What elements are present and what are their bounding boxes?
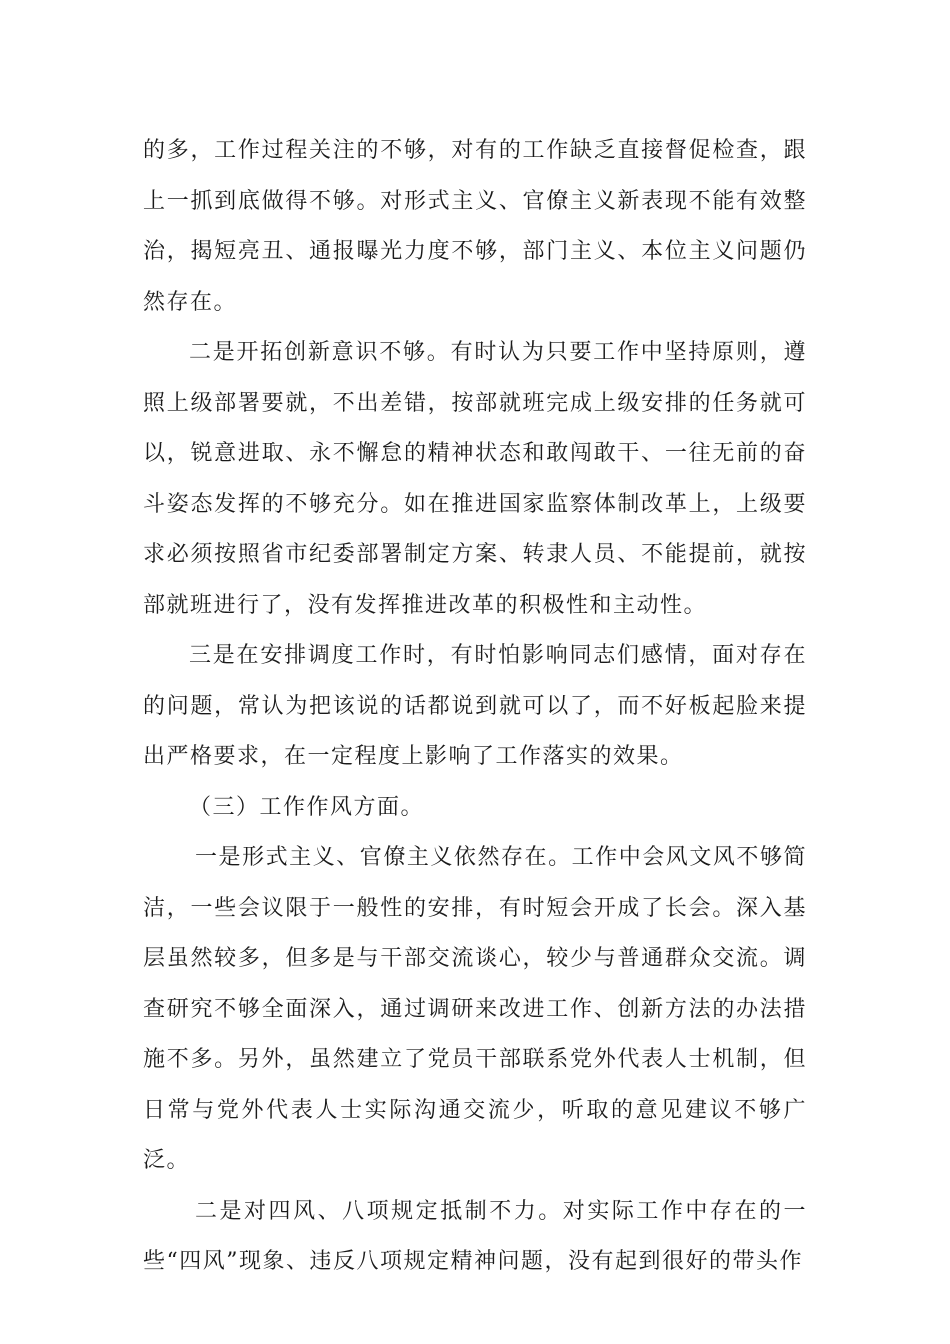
paragraph-scheduling: 三是在安排调度工作时，有时怕影响同志们感情，面对存在的问题，常认为把该说的话都说到就可以了，而不好板起脸来提出严格要求，在一定程度上影响了工作落实的效果。 <box>143 643 807 769</box>
paragraph-innovation: 二是开拓创新意识不够。有时认为只要工作中坚持原则，遵照上级部署要就，不出差错，按部就班完成上级安排的任务就可以，锐意进取、永不懈怠的精神状态和敢闯敢干、一往无前的奋斗姿态发挥的不够充分。如在推进国家监察体制改革上，上级要求必须按照省市纪委部署制定方案、转隶人员、不能提前，就按部就班进行了，没有发挥推进改革的积极性和主动性。 <box>143 340 807 618</box>
section-heading-work-style: （三）工作作风方面。 <box>189 794 425 820</box>
paragraph-continuation: 的多，工作过程关注的不够，对有的工作缺乏直接督促检查，跟上一抓到底做得不够。对形式主义、官僚主义新表现不能有效整治，揭短亮丑、通报曝光力度不够，部门主义、本位主义问题仍然存在。 <box>143 138 807 315</box>
paragraph-four-winds: 二是对四风、八项规定抵制不力。对实际工作中存在的一些“四风”现象、违反八项规定精神问题，没有起到很好的带头作 <box>143 1198 807 1274</box>
document-body <box>143 126 807 1288</box>
paragraph-formalism: 一是形式主义、官僚主义依然存在。工作中会风文风不够简洁，一些会议限于一般性的安排，有时短会开成了长会。深入基层虽然较多，但多是与干部交流谈心，较少与普通群众交流。调查研究不够全面深入，通过调研来改进工作、创新方法的办法措施不多。另外，虽然建立了党员干部联系党外代表人士机制，但日常与党外代表人士实际沟通交流少，听取的意见建议不够广泛。 <box>143 845 807 1173</box>
